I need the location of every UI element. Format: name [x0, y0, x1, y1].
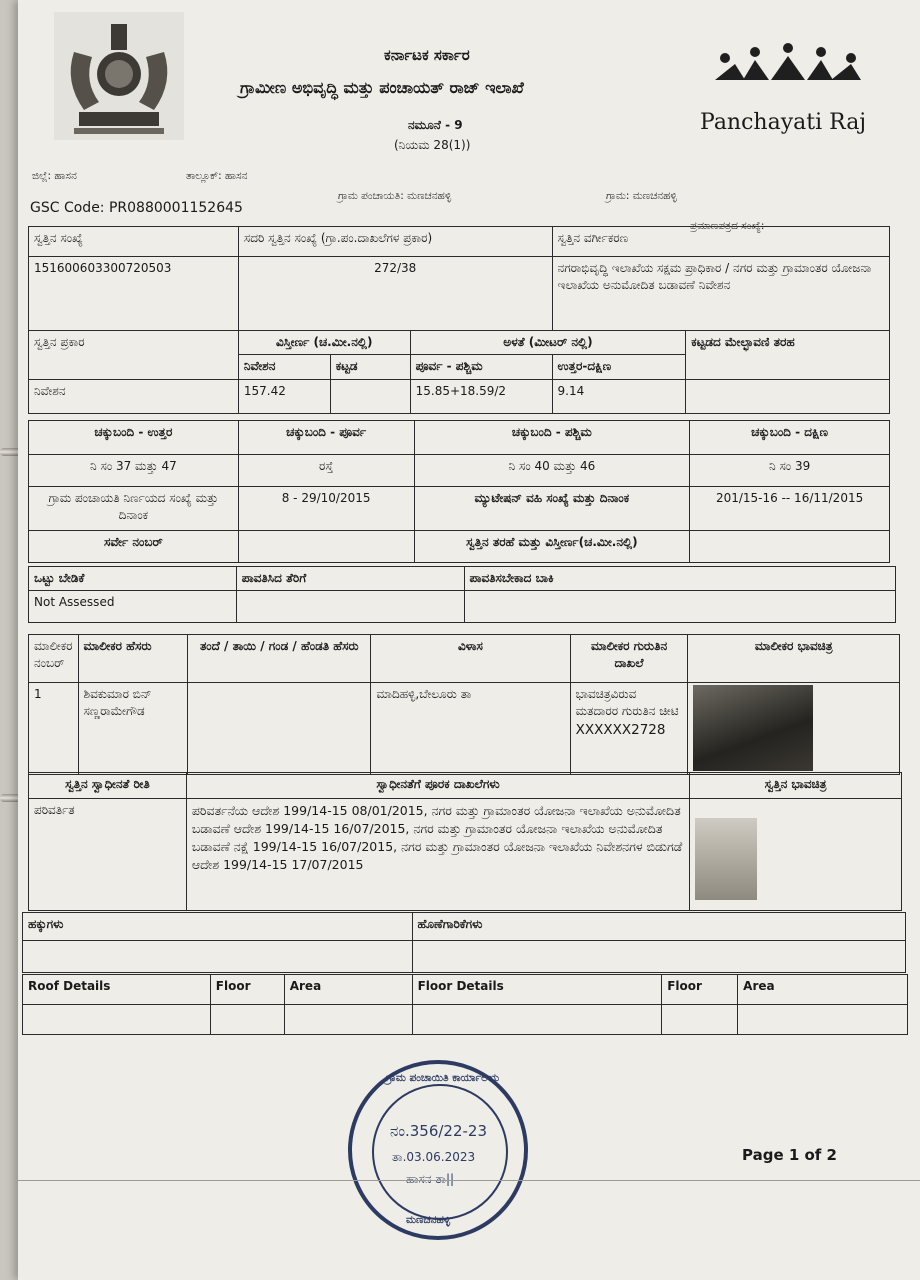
owner-number-header: ಮಾಲೀಕರ ನಂಬರ್ — [29, 635, 79, 683]
boundaries-table — [28, 420, 890, 563]
form-number: ನಮೂನೆ - 9 — [408, 118, 463, 132]
property-photo-cell — [690, 799, 902, 911]
south-boundary-value: ನಿ ಸಂ 39 — [690, 455, 890, 487]
footer-divider — [18, 1180, 920, 1181]
roof-details-header: Roof Details — [23, 975, 211, 1005]
north-boundary-value: ನಿ ಸಂ 37 ಮತ್ತು 47 — [29, 455, 239, 487]
grama-panchayat-label: ಗ್ರಾಮ ಪಂಚಾಯತಿ: ಮಣಚನಹಳ್ಳಿ — [338, 190, 452, 202]
site-area-value: 157.42 — [238, 379, 330, 413]
gsc-code: GSC Code: PR0880001152645 — [30, 200, 243, 216]
owner-address: ಮಾದಿಹಳ್ಳಿ,ಬೇಲೂರು ತಾ — [371, 683, 570, 775]
owner-photo-header: ಮಾಲೀಕರ ಭಾವಚಿತ್ರ — [688, 635, 900, 683]
survey-number-label: ಸರ್ವೇ ನಂಬರ್ — [29, 531, 239, 563]
classification-value: ನಗರಾಭಿವೃದ್ಧಿ ಇಲಾಖೆಯ ಸಕ್ಷಮ ಪ್ರಾಧಿಕಾರ / ನಗರ ಮತ್ತು ಗ್ರಾಮಾಂತರ ಯೋಜನಾ ಇಲಾಖೆಯ ಅನುಮೋದಿತ ಬಡಾವಣೆ ನಿವೇಶನ — [552, 257, 889, 331]
balance-due-value — [464, 591, 895, 623]
west-boundary-label: ಚಕ್ಕುಬಂದಿ - ಪಶ್ಚಿಮ — [414, 421, 690, 455]
owner-address-header: ವಿಳಾಸ — [371, 635, 570, 683]
dimensions-label: ಅಳತೆ (ಮೀಟರ್ ನಲ್ಲಿ) — [410, 331, 686, 355]
table-row — [29, 683, 900, 775]
supporting-docs-label: ಸ್ವಾಧೀನತೆಗೆ ಪೂರಕ ದಾಖಲೆಗಳು — [186, 773, 689, 799]
resolution-value: 8 - 29/10/2015 — [238, 487, 414, 531]
west-boundary-value: ನಿ ಸಂ 40 ಮತ್ತು 46 — [414, 455, 690, 487]
roof-floor-header: Floor — [210, 975, 284, 1005]
east-west-value: 15.85+18.59/2 — [410, 379, 552, 413]
east-boundary-value: ರಸ್ತೆ — [238, 455, 414, 487]
tax-table — [28, 566, 896, 623]
acquisition-mode-label: ಸ್ವತ್ತಿನ ಸ್ವಾಧೀನತೆ ರೀತಿ — [29, 773, 187, 799]
owner-name-header: ಮಾಲೀಕರ ಹೆಸರು — [78, 635, 188, 683]
survey-number-value — [238, 531, 414, 563]
owner-id-cell — [570, 683, 688, 775]
owner-name: ಶಿವಕುಮಾರ ಬಿನ್ ಸಣ್ಣರಾಮೇಗೌಡ — [78, 683, 188, 775]
roof-area-header: Area — [284, 975, 412, 1005]
owners-table — [28, 634, 900, 775]
property-id-value: 151600603300720503 — [29, 257, 239, 331]
property-id-label: ಸ್ವತ್ತಿನ ಸಂಖ್ಯೆ — [29, 227, 239, 257]
paid-tax-label: ಪಾವತಿಸಿದ ತೆರಿಗೆ — [236, 567, 464, 591]
form-9-page — [18, 0, 920, 1280]
property-photo-label: ಸ್ವತ್ತಿನ ಭಾವಚಿತ್ರ — [690, 773, 902, 799]
mutation-label: ಮ್ಯುಟೇಷನ್ ವಹಿ ಸಂಖ್ಯೆ ಮತ್ತು ದಿನಾಂಕ — [414, 487, 690, 531]
floor-details-header: Floor Details — [412, 975, 662, 1005]
roof-type-label: ಕಟ್ಟಡದ ಮೇಲ್ಛಾವಣಿ ತರಹ — [686, 331, 890, 380]
east-boundary-label: ಚಕ್ಕುಬಂದಿ - ಪೂರ್ವ — [238, 421, 414, 455]
taluk-label: ತಾಲ್ಲೂಕ್: ಹಾಸನ — [186, 170, 248, 182]
owner-id-header: ಮಾಲೀಕರ ಗುರುತಿನ ದಾಖಲೆ — [570, 635, 688, 683]
total-demand-value: Not Assessed — [29, 591, 237, 623]
rule-number: (ನಿಯಮ 28(1)) — [394, 138, 471, 152]
north-south-label: ಉತ್ತರ-ದಕ್ಷಿಣ — [552, 355, 686, 379]
roof-type-value — [686, 379, 890, 413]
floor-area-header: Area — [738, 975, 908, 1005]
north-boundary-label: ಚಕ್ಕುಬಂದಿ - ಉತ್ತರ — [29, 421, 239, 455]
owner-relation — [188, 683, 371, 775]
owner-number: 1 — [29, 683, 79, 775]
owner-id-doc: ಭಾವಚಿತ್ರವಿರುವ ಮತದಾರರ ಗುರುತಿನ ಚೀಟಿ — [575, 687, 679, 719]
property-type-value: ನಿವೇಶನ — [29, 379, 239, 413]
department-name: ಗ್ರಾಮೀಣ ಅಭಿವೃದ್ಧಿ ಮತ್ತು ಪಂಚಾಯತ್ ರಾಜ್ ಇಲಾಖೆ — [240, 78, 524, 97]
gp-number-value: 272/38 — [238, 257, 552, 331]
owner-photo — [693, 685, 813, 771]
owner-relation-header: ತಂದೆ / ತಾಯಿ / ಗಂಡ / ಹೆಂಡತಿ ಹೆಸರು — [188, 635, 371, 683]
stamp-date: ತಾ.03.06.2023 — [392, 1150, 476, 1164]
property-nature-value — [690, 531, 890, 563]
stamp-number: ನಂ.356/22-23 — [390, 1122, 488, 1140]
mutation-value: 201/15-16 -- 16/11/2015 — [690, 487, 890, 531]
stamp-taluk: ಹಾಸನ ತಾ|| — [406, 1172, 455, 1186]
gp-number-label: ಸದರಿ ಸ್ವತ್ತಿನ ಸಂಖ್ಯೆ (ಗ್ರಾ.ಪಂ.ದಾಖಲೆಗಳ ಪ್ರಕಾರ) — [238, 227, 552, 257]
south-boundary-label: ಚಕ್ಕುಬಂದಿ - ದಕ್ಷಿಣ — [690, 421, 890, 455]
floor-details-value — [412, 1005, 662, 1035]
north-south-value: 9.14 — [552, 379, 686, 413]
property-details-table — [28, 226, 890, 414]
building-label: ಕಟ್ಟಡ — [330, 355, 410, 379]
property-type-label: ಸ್ವತ್ತಿನ ಪ್ರಕಾರ — [29, 331, 239, 380]
property-photo — [695, 818, 757, 900]
rights-value — [23, 941, 413, 973]
paid-tax-value — [236, 591, 464, 623]
floor-floor-header: Floor — [662, 975, 738, 1005]
rights-table — [22, 912, 906, 973]
karnataka-emblem-icon — [54, 12, 184, 140]
panchayati-raj-logo-icon — [713, 40, 863, 110]
panchayati-raj-brand: Panchayati Raj — [700, 110, 867, 135]
rights-label: ಹಕ್ಕುಗಳು — [23, 913, 413, 941]
classification-label: ಸ್ವತ್ತಿನ ವರ್ಗೀಕರಣ — [552, 227, 889, 257]
building-area-value — [330, 379, 410, 413]
total-demand-label: ಒಟ್ಟು ಬೇಡಿಕೆ — [29, 567, 237, 591]
certificate-number-label: ಪ್ರಮಾಣಪತ್ರದ ಸಂಖ್ಯೆ: — [690, 220, 765, 232]
government-name: ಕರ್ನಾಟಕ ಸರ್ಕಾರ — [384, 46, 470, 64]
liabilities-value — [412, 941, 905, 973]
site-label: ನಿವೇಶನ — [238, 355, 330, 379]
liabilities-label: ಹೊಣೆಗಾರಿಕೆಗಳು — [412, 913, 905, 941]
official-stamp — [348, 1060, 528, 1240]
acquisition-mode-value: ಪರಿವರ್ತಿತ — [29, 799, 187, 911]
property-nature-label: ಸ್ವತ್ತಿನ ತರಹೆ ಮತ್ತು ವಿಸ್ತೀರ್ಣ(ಚ.ಮೀ.ನಲ್ಲಿ) — [414, 531, 690, 563]
roof-floor-table — [22, 974, 908, 1035]
roof-details-value — [23, 1005, 211, 1035]
resolution-label: ಗ್ರಾಮ ಪಂಚಾಯತಿ ನಿರ್ಣಯದ ಸಂಖ್ಯೆ ಮತ್ತು ದಿನಾಂಕ — [29, 487, 239, 531]
village-label: ಗ್ರಾಮ: ಮಣಚನಹಳ್ಳಿ — [606, 190, 677, 202]
page-number: Page 1 of 2 — [742, 1146, 837, 1164]
owner-id-number: XXXXXX2728 — [575, 721, 666, 738]
area-label: ವಿಸ್ತೀರ್ಣ (ಚ.ಮೀ.ನಲ್ಲಿ) — [238, 331, 410, 355]
stamp-bottom-text: ಮಣಚನಹಳ್ಳಿ — [406, 1214, 451, 1226]
owner-photo-cell — [688, 683, 900, 775]
district-label: ಜಿಲ್ಲೆ: ಹಾಸನ — [32, 170, 77, 182]
acquisition-table — [28, 772, 902, 911]
balance-due-label: ಪಾವತಿಸಬೇಕಾದ ಬಾಕಿ — [464, 567, 895, 591]
supporting-docs-value: ಪರಿವರ್ತನೆಯ ಆದೇಶ 199/14-15 08/01/2015, ನಗರ ಮತ್ತು ಗ್ರಾಮಾಂತರ ಯೋಜನಾ ಇಲಾಖೆಯ ಅನುಮೋದಿತ ಬಡಾವಣೆ ಆದೇಶ 199/14-15 16/07/2015, ನಗರ ಮತ್ತು ಗ್ರಾಮಾಂತರ ಯೋಜನಾ ಇಲಾಖೆಯ ಅನುಮೋದಿತ ಬಡಾವಣೆ ನಕ್ಷೆ 199/14-15 16/07/2015, ನಗರ ಮತ್ತು ಗ್ರಾಮಾಂತರ ಯೋಜನಾ ಇಲಾಖೆಯ ನಿವೇಶನಗಳ ಬಿಡುಗಡೆ ಆದೇಶ 199/14-15 17/07/2015 — [186, 799, 689, 911]
east-west-label: ಪೂರ್ವ - ಪಶ್ಚಿಮ — [410, 355, 552, 379]
stamp-ring-text: ಗ್ರಾಮ ಪಂಚಾಯಿತಿ ಕಾರ್ಯಾಲಯ — [386, 1072, 500, 1084]
